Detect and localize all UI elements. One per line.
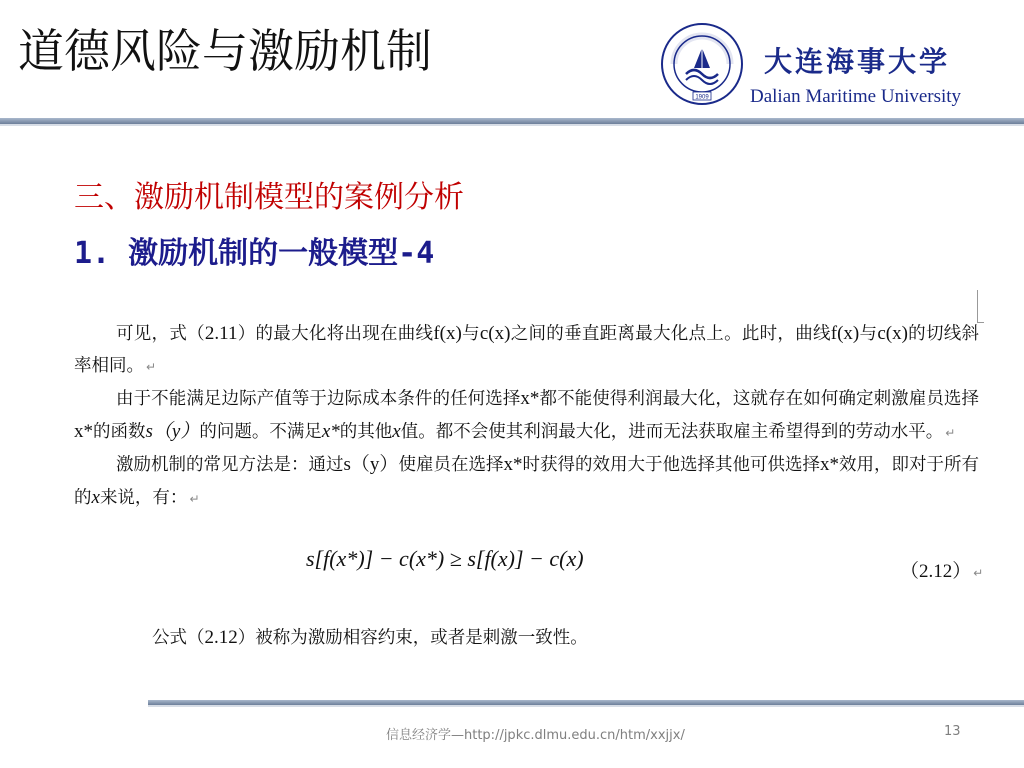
header-rule-shadow [0, 124, 1024, 126]
conclusion-text: 公式（2.12）被称为激励相容约束，或者是刺激一致性。 [152, 627, 588, 648]
subsection-heading: 1. 激励机制的一般模型-4 [74, 236, 435, 271]
logo-year-text: 1909 [695, 94, 709, 101]
slide-title: 道德风险与激励机制 [18, 24, 432, 78]
return-mark: ↵ [146, 359, 157, 374]
paragraph-2: 由于不能满足边际产值等于边际成本条件的任何选择x*都不能使得利润最大化，这就存在如何确定刺激雇员选择x*的函数s（y）的问题。不满足x*的其他x值。都不会使其利润最大化，进而无法获取雇主希望得到的劳动水平。 ↵ [74, 388, 980, 442]
paragraph-1: 可见，式（2.11）的最大化将出现在曲线f(x)与c(x)之间的垂直距离最大化点上。此时，曲线f(x)与c(x)的切线斜率相同。 ↵ [74, 323, 980, 376]
page-number: 13 [944, 724, 961, 739]
university-logo [660, 22, 744, 106]
paragraph-3: 激励机制的常见方法是：通过s（y）使雇员在选择x*时获得的效用大于他选择其他可供选择x*效用，即对于所有的x来说，有： ↵ [74, 454, 980, 508]
incentive-formula: s[f(x*)] − c(x*) ≥ s[f(x)] − c(x) [306, 546, 584, 571]
return-mark: ↵ [189, 491, 200, 506]
footer-course-link: 信息经济学—http://jpkc.dlmu.edu.cn/htm/xxjjx/ [386, 728, 685, 743]
university-name-en: Dalian Maritime University [750, 86, 962, 107]
return-mark: ↵ [945, 425, 956, 440]
return-mark: ↵ [973, 566, 984, 580]
university-name-cn: 大连海事大学 [764, 45, 951, 78]
footer-rule-shadow [148, 705, 1024, 707]
body-text [74, 318, 979, 515]
formula-number: （2.12） ↵ [900, 561, 984, 582]
section-heading: 三、激励机制模型的案例分析 [74, 180, 464, 215]
